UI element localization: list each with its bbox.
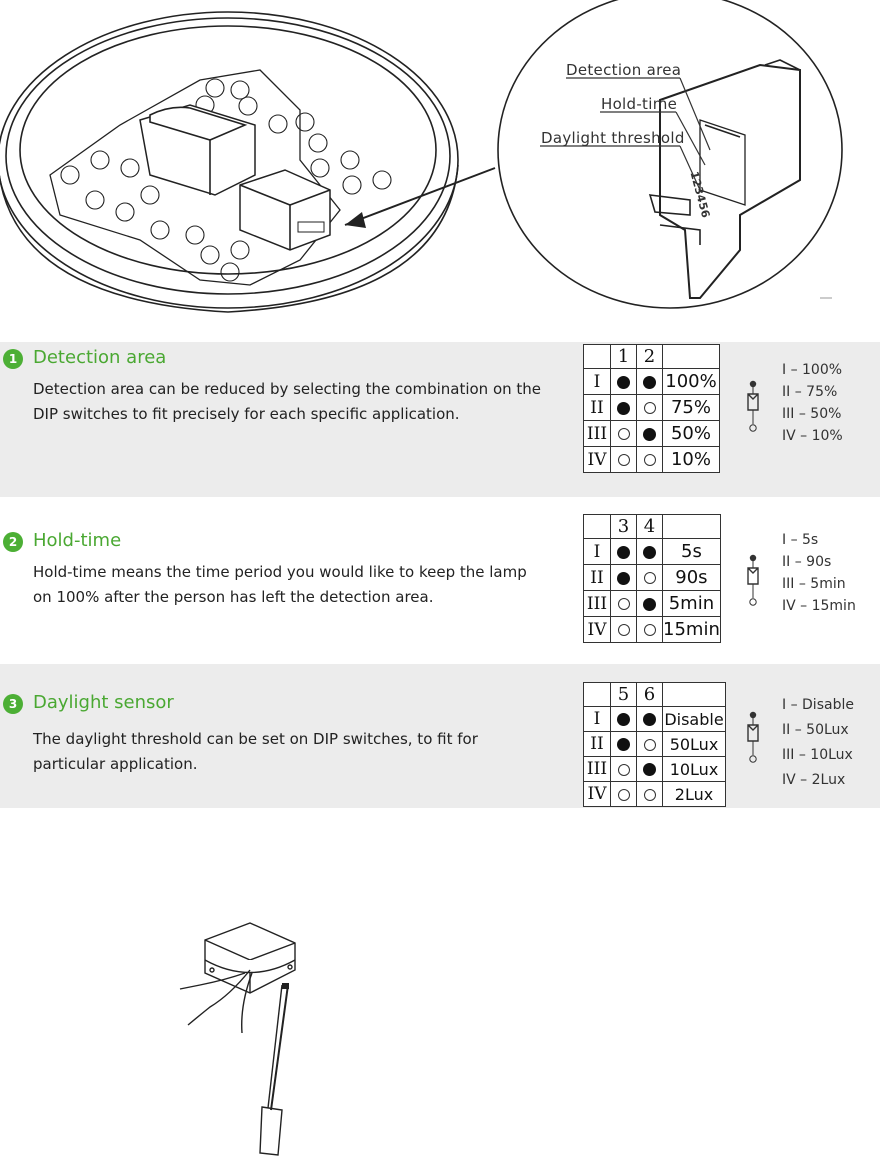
switch-state <box>637 617 663 643</box>
dip-table-hold-time <box>583 514 721 643</box>
row-label: I <box>584 369 611 395</box>
header-cell <box>584 683 611 707</box>
legend-item: IV – 15min <box>782 598 856 614</box>
header-cell <box>663 683 726 707</box>
section-detection-area <box>0 342 880 497</box>
switch-state <box>611 757 637 782</box>
row-label: I <box>584 539 611 565</box>
switch-off-icon <box>618 789 630 801</box>
dip-switch-icon <box>746 380 760 434</box>
switch-on-icon <box>617 402 630 415</box>
switch-state <box>637 782 663 807</box>
switch-on-icon <box>643 376 656 389</box>
switch-on-icon <box>617 572 630 585</box>
section-number-badge: 2 <box>3 532 23 552</box>
switch-state <box>637 707 663 732</box>
switch-state <box>611 782 637 807</box>
switch-off-icon <box>644 739 656 751</box>
section-number-badge: 3 <box>3 694 23 714</box>
switch-state <box>637 447 663 473</box>
dip-switch-numbers: 123456 <box>687 170 713 220</box>
switch-state <box>611 395 637 421</box>
row-value: 2Lux <box>663 782 726 807</box>
row-value: 5min <box>663 591 721 617</box>
legend-item: I – 100% <box>782 362 843 378</box>
fixture-illustration <box>0 0 880 320</box>
switch-state <box>637 369 663 395</box>
row-label: II <box>584 395 611 421</box>
sensor-screwdriver-illustration <box>170 915 320 1170</box>
description-line: particular application. <box>33 755 198 773</box>
switch-state <box>637 421 663 447</box>
header-switch-2: 2 <box>637 345 663 369</box>
switch-off-icon <box>644 572 656 584</box>
row-value: 75% <box>663 395 720 421</box>
dip-switch-icon <box>746 711 760 765</box>
description-line: Detection area can be reduced by selecting the combination on the <box>33 380 542 398</box>
switch-state <box>611 732 637 757</box>
row-value: 10Lux <box>663 757 726 782</box>
section-description <box>33 377 553 427</box>
switch-on-icon <box>643 713 656 726</box>
row-value: 100% <box>663 369 720 395</box>
ceiling-lamp-drawing <box>0 0 880 320</box>
switch-on-icon <box>617 376 630 389</box>
switch-state <box>611 421 637 447</box>
switch-off-icon <box>618 624 630 636</box>
row-label: IV <box>584 617 611 643</box>
legend-item: III – 10Lux <box>782 747 853 763</box>
section-title: Detection area <box>33 347 167 368</box>
screwdriver-drawing <box>170 915 320 1170</box>
switch-on-icon <box>643 763 656 776</box>
switch-state <box>637 591 663 617</box>
row-label: IV <box>584 447 611 473</box>
dip-table-daylight <box>583 682 726 807</box>
legend-item: II – 50Lux <box>782 722 849 738</box>
switch-on-icon <box>617 713 630 726</box>
legend-item: IV – 2Lux <box>782 772 846 788</box>
dip-table-detection <box>583 344 720 473</box>
switch-state <box>611 565 637 591</box>
row-value: 15min <box>663 617 721 643</box>
header-switch-6: 6 <box>637 683 663 707</box>
header-switch-4: 4 <box>637 515 663 539</box>
header-cell <box>584 515 611 539</box>
row-label: III <box>584 757 611 782</box>
row-label: III <box>584 591 611 617</box>
section-legend <box>782 693 854 793</box>
description-line: DIP switches to fit precisely for each specific application. <box>33 405 460 423</box>
switch-off-icon <box>644 789 656 801</box>
legend-item: I – 5s <box>782 532 819 548</box>
description-line: The daylight threshold can be set on DIP switches, to fit for <box>33 730 478 748</box>
dip-switch-icon <box>746 554 760 608</box>
section-daylight-sensor <box>0 664 880 808</box>
switch-off-icon <box>618 764 630 776</box>
switch-off-icon <box>644 402 656 414</box>
row-value: 5s <box>663 539 721 565</box>
switch-on-icon <box>643 598 656 611</box>
row-label: IV <box>584 782 611 807</box>
row-value: 10% <box>663 447 720 473</box>
switch-off-icon <box>644 624 656 636</box>
switch-off-icon <box>644 454 656 466</box>
switch-state <box>637 757 663 782</box>
switch-state <box>637 565 663 591</box>
switch-state <box>611 617 637 643</box>
row-label: II <box>584 732 611 757</box>
header-cell <box>584 345 611 369</box>
legend-item: IV – 10% <box>782 428 843 444</box>
header-switch-1: 1 <box>611 345 637 369</box>
switch-state <box>637 732 663 757</box>
switch-state <box>611 369 637 395</box>
switch-state <box>637 539 663 565</box>
switch-state <box>611 591 637 617</box>
legend-item: II – 75% <box>782 384 838 400</box>
switch-on-icon <box>643 428 656 441</box>
section-number-badge: 1 <box>3 349 23 369</box>
row-value: Disable <box>663 707 726 732</box>
header-switch-5: 5 <box>611 683 637 707</box>
row-label: III <box>584 421 611 447</box>
description-line: Hold-time means the time period you would like to keep the lamp <box>33 563 527 581</box>
row-value: 90s <box>663 565 721 591</box>
row-value: 50% <box>663 421 720 447</box>
section-legend <box>782 529 856 617</box>
switch-on-icon <box>617 546 630 559</box>
callout-hold-time: Hold-time <box>601 95 678 113</box>
legend-item: III – 5min <box>782 576 846 592</box>
callout-detection-area: Detection area <box>566 61 682 79</box>
switch-off-icon <box>618 598 630 610</box>
switch-off-icon <box>618 428 630 440</box>
legend-item: II – 90s <box>782 554 832 570</box>
row-label: I <box>584 707 611 732</box>
switch-on-icon <box>617 738 630 751</box>
switch-state <box>611 539 637 565</box>
section-legend <box>782 359 843 447</box>
section-hold-time <box>0 512 880 647</box>
switch-off-icon <box>618 454 630 466</box>
header-cell <box>663 515 721 539</box>
callout-daylight-threshold: Daylight threshold <box>541 129 685 147</box>
section-description <box>33 727 553 777</box>
row-value: 50Lux <box>663 732 726 757</box>
legend-item: I – Disable <box>782 697 854 713</box>
switch-state <box>637 395 663 421</box>
legend-item: III – 50% <box>782 406 842 422</box>
section-title: Hold-time <box>33 530 122 551</box>
section-description <box>33 560 553 610</box>
description-line: on 100% after the person has left the detection area. <box>33 588 434 606</box>
header-switch-3: 3 <box>611 515 637 539</box>
switch-state <box>611 447 637 473</box>
switch-state <box>611 707 637 732</box>
switch-on-icon <box>643 546 656 559</box>
header-cell <box>663 345 720 369</box>
row-label: II <box>584 565 611 591</box>
section-title: Daylight sensor <box>33 692 174 713</box>
